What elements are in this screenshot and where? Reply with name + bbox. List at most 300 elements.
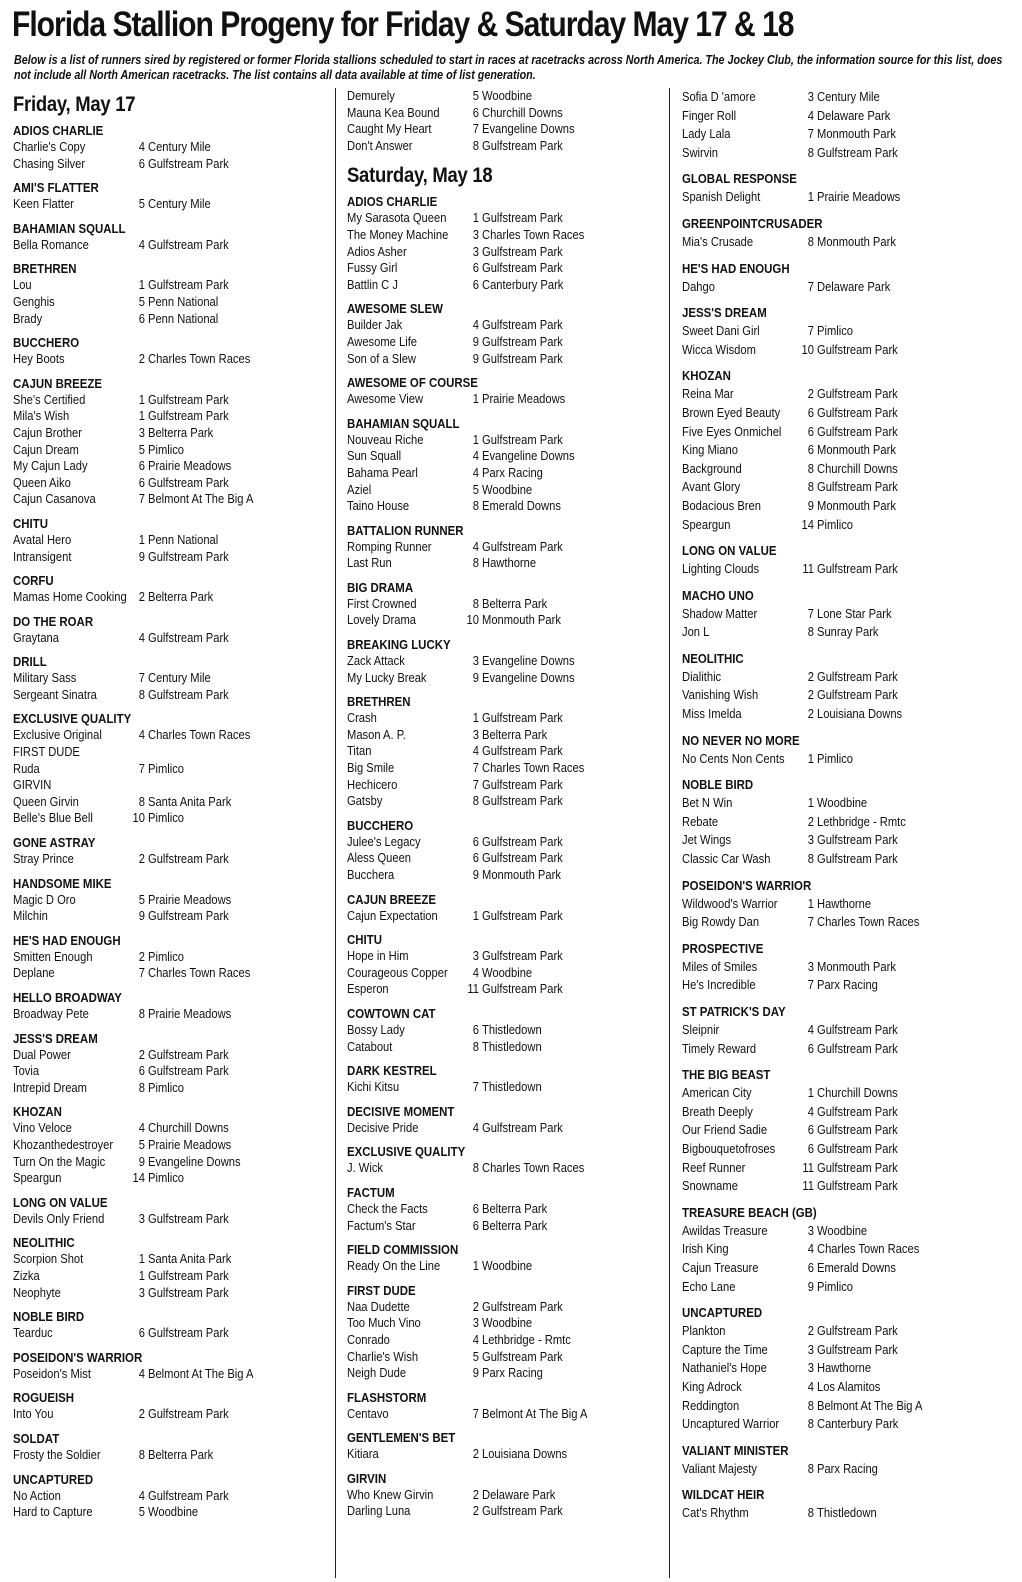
track-name: Gulfstream Park xyxy=(482,260,563,276)
horse-name: Exclusive Original xyxy=(13,727,102,743)
horse-name: No Action xyxy=(13,1487,61,1503)
runner-row xyxy=(347,227,667,244)
runner-row xyxy=(347,121,667,138)
column-3 xyxy=(682,88,1002,1530)
race-number: 4 xyxy=(472,1331,479,1347)
track-name: Gulfstream Park xyxy=(817,1103,898,1119)
track-name: Gulfstream Park xyxy=(148,548,229,564)
sire-section xyxy=(347,931,667,998)
runner-row xyxy=(347,743,667,760)
horse-name: Reddington xyxy=(682,1397,740,1413)
sire-name: GREENPOINTCRUSADER xyxy=(682,215,823,231)
track-name: Santa Anita Park xyxy=(148,1251,232,1267)
track-name: Penn National xyxy=(148,531,219,547)
sire-name: NOBLE BIRD xyxy=(682,777,754,793)
race-number: 6 xyxy=(472,850,479,866)
horse-name: Valiant Majesty xyxy=(682,1460,757,1476)
race-number: 8 xyxy=(138,1006,145,1021)
horse-name: Crash xyxy=(347,710,377,726)
runner-row xyxy=(13,196,333,213)
race-number: 10 xyxy=(466,612,479,628)
runner-row xyxy=(347,1079,667,1096)
track-name: Gulfstream Park xyxy=(817,479,898,495)
runner-row xyxy=(13,1285,333,1302)
runner-row xyxy=(347,465,667,482)
runner-row xyxy=(347,555,667,572)
track-name: Gulfstream Park xyxy=(148,277,229,293)
track-name: Gulfstream Park xyxy=(482,981,563,997)
sire-section xyxy=(682,1303,1002,1434)
runner-row xyxy=(347,244,667,261)
horse-name: Stray Prince xyxy=(13,851,74,867)
track-name: Gulfstream Park xyxy=(817,1122,898,1138)
track-name: Charles Town Races xyxy=(482,226,585,242)
runner-row xyxy=(347,539,667,556)
race-number: 5 xyxy=(138,1136,145,1152)
sire-section xyxy=(13,1389,333,1423)
runner-row xyxy=(347,596,667,613)
horse-name: Cajun Dream xyxy=(13,441,79,457)
horse-name: Awesome View xyxy=(347,391,424,407)
track-name: Monmouth Park xyxy=(817,958,896,974)
sire-name: BAHAMIAN SQUALL xyxy=(347,415,460,431)
runner-row xyxy=(13,1447,333,1464)
track-name: Prairie Meadows xyxy=(148,1006,232,1021)
race-number: 8 xyxy=(472,793,479,809)
race-number: 7 xyxy=(807,605,814,621)
race-number: 14 xyxy=(132,1170,145,1186)
runner-row xyxy=(13,277,333,294)
horse-name: Miss Imelda xyxy=(682,706,742,722)
race-number: 9 xyxy=(807,1278,814,1294)
race-number: 5 xyxy=(138,441,145,457)
sire-name: BUCCHERO xyxy=(13,335,80,351)
track-name: Gulfstream Park xyxy=(482,833,563,849)
sire-name: CORFU xyxy=(13,573,54,589)
track-name: Prairie Meadows xyxy=(148,1136,232,1152)
race-number: 2 xyxy=(138,351,145,367)
race-number: 2 xyxy=(138,948,145,964)
track-name: Century Mile xyxy=(148,670,211,686)
runner-row xyxy=(682,560,1002,579)
horse-name: King Miano xyxy=(682,442,738,458)
day-heading: Saturday, May 18 xyxy=(347,164,493,188)
track-name: Gulfstream Park xyxy=(148,474,229,490)
horse-name: Five Eyes Onmichel xyxy=(682,423,782,439)
track-name: Belterra Park xyxy=(148,589,214,605)
track-name: Pimlico xyxy=(817,750,854,766)
race-number: 7 xyxy=(138,760,145,776)
horse-name: Hard to Capture xyxy=(13,1504,93,1520)
race-number: 6 xyxy=(138,1063,145,1079)
race-number: 8 xyxy=(807,460,814,476)
runner-row xyxy=(347,210,667,227)
horse-name: Military Sass xyxy=(13,670,77,686)
race-number: 3 xyxy=(138,1284,145,1300)
race-number: 6 xyxy=(472,276,479,292)
runner-row xyxy=(13,851,333,868)
horse-name: Deplane xyxy=(13,965,55,981)
track-name: Gulfstream Park xyxy=(817,386,898,402)
sire-name: JESS'S DREAM xyxy=(13,1030,98,1046)
sire-name: POSEIDON'S WARRIOR xyxy=(13,1349,143,1365)
race-number: 7 xyxy=(807,977,814,993)
runner-row xyxy=(682,668,1002,687)
sire-section xyxy=(347,522,667,572)
runner-row xyxy=(13,1170,333,1187)
runner-row xyxy=(682,125,1002,144)
race-number: 4 xyxy=(807,1378,814,1394)
runner-row xyxy=(682,1460,1002,1479)
race-number: 3 xyxy=(138,424,145,440)
runner-row xyxy=(347,908,667,925)
race-number: 8 xyxy=(807,479,814,495)
horse-name: Zizka xyxy=(13,1267,40,1283)
track-name: Monmouth Park xyxy=(482,612,561,628)
horse-name: Turn On the Magic xyxy=(13,1153,106,1169)
race-number: 5 xyxy=(138,891,145,907)
sire-name: SOLDAT xyxy=(13,1430,60,1446)
race-number: 3 xyxy=(807,1360,814,1376)
race-number: 9 xyxy=(472,350,479,366)
runner-row xyxy=(682,705,1002,724)
race-number: 5 xyxy=(138,196,145,212)
race-number: 8 xyxy=(472,1038,479,1054)
horse-name: Mila's Wish xyxy=(13,408,70,424)
race-number: 1 xyxy=(138,391,145,407)
runner-row xyxy=(347,88,667,105)
sire-section xyxy=(13,710,333,827)
intro-text: Below is a list of runners sired by registered or former Florida stallions scheduled to start in races at racetracks across North America. The Jockey Club, the information source for this list, does not include all North American racetracks. The list contains all data available at time of list generation. xyxy=(14,53,1003,82)
track-name: Charles Town Races xyxy=(482,760,585,776)
runner-row xyxy=(347,391,667,408)
track-name: Canterbury Park xyxy=(482,276,564,292)
track-name: Pimlico xyxy=(148,760,185,776)
horse-name: Awildas Treasure xyxy=(682,1222,768,1238)
runner-row xyxy=(13,744,333,761)
horse-name: Intrepid Dream xyxy=(13,1079,87,1095)
sire-section xyxy=(13,220,333,254)
race-number: 2 xyxy=(138,1046,145,1062)
runner-row xyxy=(682,441,1002,460)
track-name: Gulfstream Park xyxy=(482,743,563,759)
track-name: Gulfstream Park xyxy=(482,538,563,554)
sire-section xyxy=(682,366,1002,534)
runner-row xyxy=(682,497,1002,516)
track-name: Lethbridge - Rmtc xyxy=(817,813,906,829)
sire-name: BIG DRAMA xyxy=(347,579,414,595)
runner-row xyxy=(682,1177,1002,1196)
sire-section xyxy=(13,1471,333,1521)
track-name: Woodbine xyxy=(482,88,533,103)
race-number: 9 xyxy=(472,867,479,882)
track-name: Belterra Park xyxy=(482,726,548,742)
horse-name: Reina Mar xyxy=(682,386,734,402)
race-number: 3 xyxy=(472,653,479,669)
runner-row xyxy=(347,498,667,515)
horse-name: Dahgo xyxy=(682,278,715,294)
race-number: 9 xyxy=(472,333,479,349)
race-number: 8 xyxy=(472,1160,479,1176)
sire-name: NOBLE BIRD xyxy=(13,1309,85,1325)
track-name: Monmouth Park xyxy=(817,442,896,458)
sire-name: POSEIDON'S WARRIOR xyxy=(682,877,812,893)
runner-row xyxy=(13,1504,333,1521)
horse-name: The Money Machine xyxy=(347,226,449,242)
sire-name: FACTUM xyxy=(347,1184,395,1200)
runner-row xyxy=(682,831,1002,850)
sire-section xyxy=(13,1308,333,1342)
sire-name: ADIOS CHARLIE xyxy=(347,194,438,210)
race-number: 4 xyxy=(472,317,479,333)
horse-name: Factum's Star xyxy=(347,1217,416,1233)
runner-row xyxy=(682,623,1002,642)
sire-section xyxy=(347,579,667,629)
race-number: 2 xyxy=(472,1486,479,1502)
race-number: 4 xyxy=(472,964,479,980)
horse-name: Keen Flatter xyxy=(13,196,74,212)
sire-section xyxy=(13,375,333,508)
runner-row xyxy=(347,1258,667,1275)
runner-row xyxy=(13,1211,333,1228)
runner-row xyxy=(347,727,667,744)
race-number: 4 xyxy=(472,538,479,554)
runner-row xyxy=(13,392,333,409)
sire-section xyxy=(13,122,333,172)
race-number: 4 xyxy=(138,727,145,743)
track-name: Thistledown xyxy=(482,1079,542,1095)
runner-row xyxy=(682,88,1002,107)
track-name: Thistledown xyxy=(482,1021,542,1037)
track-name: Prairie Meadows xyxy=(817,189,901,205)
race-number: 4 xyxy=(807,107,814,123)
horse-name: Lighting Clouds xyxy=(682,561,760,577)
sire-name: BRETHREN xyxy=(347,694,411,710)
track-name: Woodbine xyxy=(817,795,868,811)
horse-name: Belle's Blue Bell xyxy=(13,810,93,826)
runner-row xyxy=(682,1259,1002,1278)
race-number: 6 xyxy=(807,1040,814,1056)
track-name: Delaware Park xyxy=(817,107,891,123)
horse-name: Vino Veloce xyxy=(13,1120,72,1136)
horse-name: Fussy Girl xyxy=(347,260,398,276)
horse-name: Lovely Drama xyxy=(347,612,416,628)
runner-row xyxy=(347,670,667,687)
horse-name: Sleipnir xyxy=(682,1022,720,1037)
horse-name: Darling Luna xyxy=(347,1503,411,1519)
runner-row xyxy=(13,908,333,925)
race-number: 10 xyxy=(132,810,145,826)
sire-section xyxy=(347,374,667,408)
sire-name: WILDCAT HEIR xyxy=(682,1487,765,1503)
sire-name: TREASURE BEACH (GB) xyxy=(682,1204,817,1220)
runner-row xyxy=(347,1365,667,1382)
horse-name: Scorpion Shot xyxy=(13,1251,84,1267)
horse-name: Kichi Kitsu xyxy=(347,1079,400,1095)
horse-name: She's Certified xyxy=(13,391,86,407)
runner-row xyxy=(682,913,1002,932)
race-number: 1 xyxy=(807,795,814,811)
horse-name: Devils Only Friend xyxy=(13,1210,105,1226)
track-name: Belterra Park xyxy=(482,1217,548,1233)
track-name: Gulfstream Park xyxy=(482,907,563,923)
day-heading: Friday, May 17 xyxy=(13,93,136,116)
horse-name: Bet N Win xyxy=(682,795,733,811)
sire-name: BREAKING LUCKY xyxy=(347,637,451,653)
track-name: Evangeline Downs xyxy=(482,669,575,685)
runner-row xyxy=(682,322,1002,341)
column-divider xyxy=(669,88,670,1578)
horse-name: Avatal Hero xyxy=(13,531,72,547)
horse-name: Brown Eyed Beauty xyxy=(682,404,781,420)
runner-row xyxy=(13,1325,333,1342)
runner-row xyxy=(682,385,1002,404)
race-number: 11 xyxy=(802,1178,814,1194)
sire-name: PROSPECTIVE xyxy=(682,940,764,956)
runner-row xyxy=(682,1040,1002,1059)
horse-name: Sweet Dani Girl xyxy=(682,323,760,339)
horse-name: Frosty the Soldier xyxy=(13,1446,101,1462)
horse-name: Builder Jak xyxy=(347,317,403,333)
horse-name: Centavo xyxy=(347,1405,389,1421)
track-name: Penn National xyxy=(148,310,219,326)
horse-name: Sofia D 'amore xyxy=(682,89,756,104)
track-name: Gulfstream Park xyxy=(148,1267,229,1283)
horse-name: Tearduc xyxy=(13,1325,53,1341)
track-name: Gulfstream Park xyxy=(817,423,898,439)
track-name: Hawthorne xyxy=(817,895,872,911)
race-number: 11 xyxy=(802,561,814,577)
race-number: 5 xyxy=(138,293,145,309)
runner-row xyxy=(347,1201,667,1218)
runner-row xyxy=(347,260,667,277)
horse-name: Avant Glory xyxy=(682,479,741,495)
race-number: 1 xyxy=(138,1251,145,1267)
race-number: 4 xyxy=(138,1120,145,1136)
sire-section xyxy=(347,891,667,925)
runner-row xyxy=(682,958,1002,977)
horse-name: J. Wick xyxy=(347,1160,384,1176)
runner-row xyxy=(682,404,1002,423)
sire-name: LONG ON VALUE xyxy=(13,1194,108,1210)
runner-row xyxy=(13,892,333,909)
runner-row xyxy=(347,1120,667,1137)
track-name: Monmouth Park xyxy=(817,126,896,142)
column-2 xyxy=(347,88,667,1527)
track-name: Hawthorne xyxy=(482,555,537,571)
race-number: 4 xyxy=(138,236,145,252)
race-number: 6 xyxy=(472,833,479,849)
horse-name: Bossy Lady xyxy=(347,1021,405,1037)
runner-row xyxy=(13,532,333,549)
sire-name: GIRVIN xyxy=(347,1470,387,1486)
sire-name: UNCAPTURED xyxy=(13,1471,94,1487)
runner-row xyxy=(347,850,667,867)
runner-row xyxy=(13,1366,333,1383)
horse-name: Big Smile xyxy=(347,760,395,776)
runner-row xyxy=(347,777,667,794)
runner-row xyxy=(682,750,1002,769)
race-number: 8 xyxy=(138,793,145,809)
horse-name: Jon L xyxy=(682,624,710,640)
runner-row xyxy=(682,1140,1002,1159)
horse-name: Broadway Pete xyxy=(13,1006,89,1021)
track-name: Penn National xyxy=(148,293,219,309)
runner-row xyxy=(682,478,1002,497)
runner-row xyxy=(13,761,333,778)
track-name: Pimlico xyxy=(817,1278,854,1294)
sire-name: NO NEVER NO MORE xyxy=(682,732,800,748)
track-name: Gulfstream Park xyxy=(817,1159,898,1175)
runner-row xyxy=(682,233,1002,252)
horse-name: Snowname xyxy=(682,1178,738,1194)
sire-section xyxy=(13,1194,333,1228)
race-number: 8 xyxy=(807,624,814,640)
sire-name: DECISIVE MOMENT xyxy=(347,1103,455,1119)
race-number: 8 xyxy=(472,137,479,153)
track-name: Sunray Park xyxy=(817,624,879,640)
sire-section xyxy=(347,193,667,293)
sire-name: DO THE ROAR xyxy=(13,613,94,629)
runner-row xyxy=(13,156,333,173)
track-name: Charles Town Races xyxy=(817,1241,920,1257)
race-number: 1 xyxy=(138,531,145,547)
race-number: 4 xyxy=(138,139,145,154)
sire-section xyxy=(682,88,1002,162)
sire-name: AMI'S FLATTER xyxy=(13,180,99,196)
horse-name: Ready On the Line xyxy=(347,1258,441,1274)
race-number: 6 xyxy=(807,442,814,458)
horse-name: Titan xyxy=(347,743,372,759)
horse-name: Milchin xyxy=(13,908,48,924)
sire-section xyxy=(347,817,667,884)
sire-section xyxy=(13,1030,333,1097)
horse-name: Khozanthedestroyer xyxy=(13,1136,114,1152)
column-divider xyxy=(335,88,336,1578)
horse-name: Dual Power xyxy=(13,1046,71,1062)
horse-name: Ruda xyxy=(13,760,40,776)
horse-name: Too Much Vino xyxy=(347,1315,421,1331)
horse-name: Bodacious Bren xyxy=(682,497,761,513)
horse-name: Mia's Crusade xyxy=(682,233,754,249)
sire-section xyxy=(682,1441,1002,1479)
track-name: Belterra Park xyxy=(148,424,214,440)
runner-row xyxy=(682,516,1002,535)
runner-row xyxy=(13,777,333,794)
race-number: 3 xyxy=(472,243,479,259)
track-name: Pimlico xyxy=(148,1079,185,1095)
runner-row xyxy=(347,1160,667,1177)
track-name: Gulfstream Park xyxy=(817,1140,898,1156)
runner-row xyxy=(682,1159,1002,1178)
sire-section xyxy=(13,1430,333,1464)
race-number: 7 xyxy=(472,1405,479,1421)
race-number: 4 xyxy=(472,448,479,464)
sire-name: CAJUN BREEZE xyxy=(347,891,436,907)
horse-name: Nathaniel's Hope xyxy=(682,1360,767,1376)
runner-row xyxy=(347,432,667,449)
track-name: Churchill Downs xyxy=(817,460,898,476)
horse-name: Sergeant Sinatra xyxy=(13,686,97,702)
race-number: 6 xyxy=(807,423,814,439)
track-name: Century Mile xyxy=(148,139,211,154)
race-number: 2 xyxy=(472,1503,479,1519)
race-number: 2 xyxy=(807,706,814,722)
sire-section xyxy=(682,649,1002,724)
race-number: 5 xyxy=(472,481,479,497)
track-name: Pimlico xyxy=(148,441,185,457)
sire-section xyxy=(13,260,333,327)
